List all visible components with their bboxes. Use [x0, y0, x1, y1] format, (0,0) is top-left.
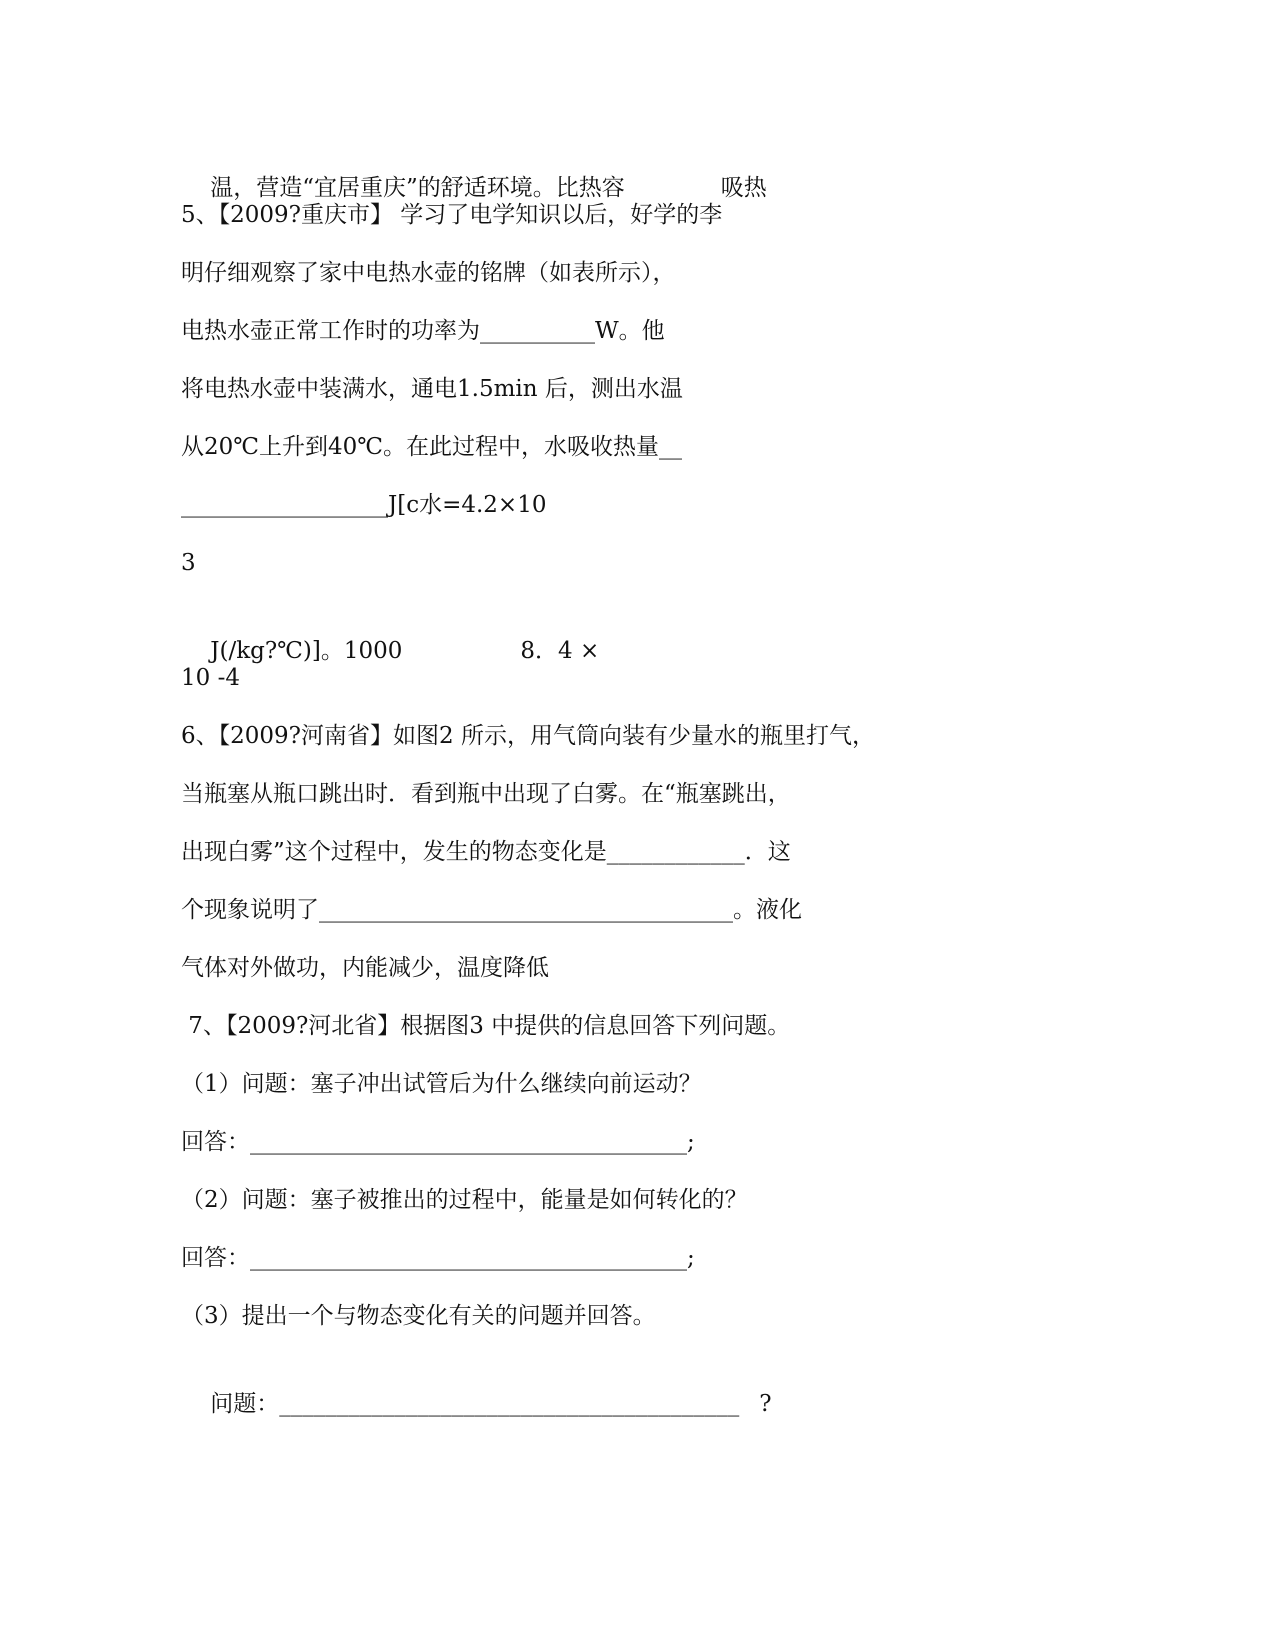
- text-line: __________________J[c水=4.2×10: [181, 492, 547, 518]
- text-line: 出现白雾”这个过程中，发生的物态变化是____________．这: [181, 839, 791, 865]
- text-line: 当瓶塞从瓶口跳出时．看到瓶中出现了白雾。在“瓶塞跳出，: [181, 781, 791, 807]
- text-line: [181, 606, 599, 696]
- question-6-title: 6、【2009?河南省】如图2 所示，用气筒向装有少量水的瓶里打气，: [181, 723, 875, 749]
- text-line: 将电热水壶中装满水，通电1.5min 后，测出水温: [181, 376, 683, 402]
- text-line: [181, 1359, 772, 1449]
- text-line: 3: [181, 550, 196, 576]
- text-line: （3）提出一个与物态变化有关的问题并回答。: [181, 1303, 656, 1329]
- text-line: 电热水壶正常工作时的功率为__________W。他: [181, 318, 665, 344]
- text-segment: J(/kg?℃)]。1000: [210, 638, 403, 664]
- text-segment: 温，营造“宜居重庆”的舒适环境。比热容: [210, 175, 625, 201]
- text-line: 明仔细观察了家中电热水壶的铭牌（如表所示），: [181, 260, 676, 286]
- text-segment: ?: [759, 1391, 772, 1417]
- answer-text: 8．4 ×: [520, 638, 600, 664]
- text-line: 从20℃上升到40℃。在此过程中，水吸收热量__: [181, 434, 682, 460]
- question-5-title: 5、【2009?重庆市】 学习了电学知识以后，好学的李: [181, 202, 723, 228]
- text-line: 气体对外做功，内能减少，温度降低: [181, 955, 549, 981]
- question-7-title: 7、【2009?河北省】根据图3 中提供的信息回答下列问题。: [181, 1013, 791, 1039]
- text-line: 回答：______________________________________;: [181, 1129, 695, 1155]
- text-line: 10 -4: [181, 665, 240, 691]
- text-line: 回答：______________________________________;: [181, 1245, 695, 1271]
- text-line: （2）问题：塞子被推出的过程中，能量是如何转化的？: [181, 1187, 748, 1213]
- text-segment: 问题：________________________________________: [210, 1391, 740, 1417]
- text-line: （1）问题：塞子冲出试管后为什么继续向前运动？: [181, 1071, 702, 1097]
- text-line: 个现象说明了____________________________________。液化: [181, 897, 802, 923]
- answer-text: 吸热: [720, 175, 767, 201]
